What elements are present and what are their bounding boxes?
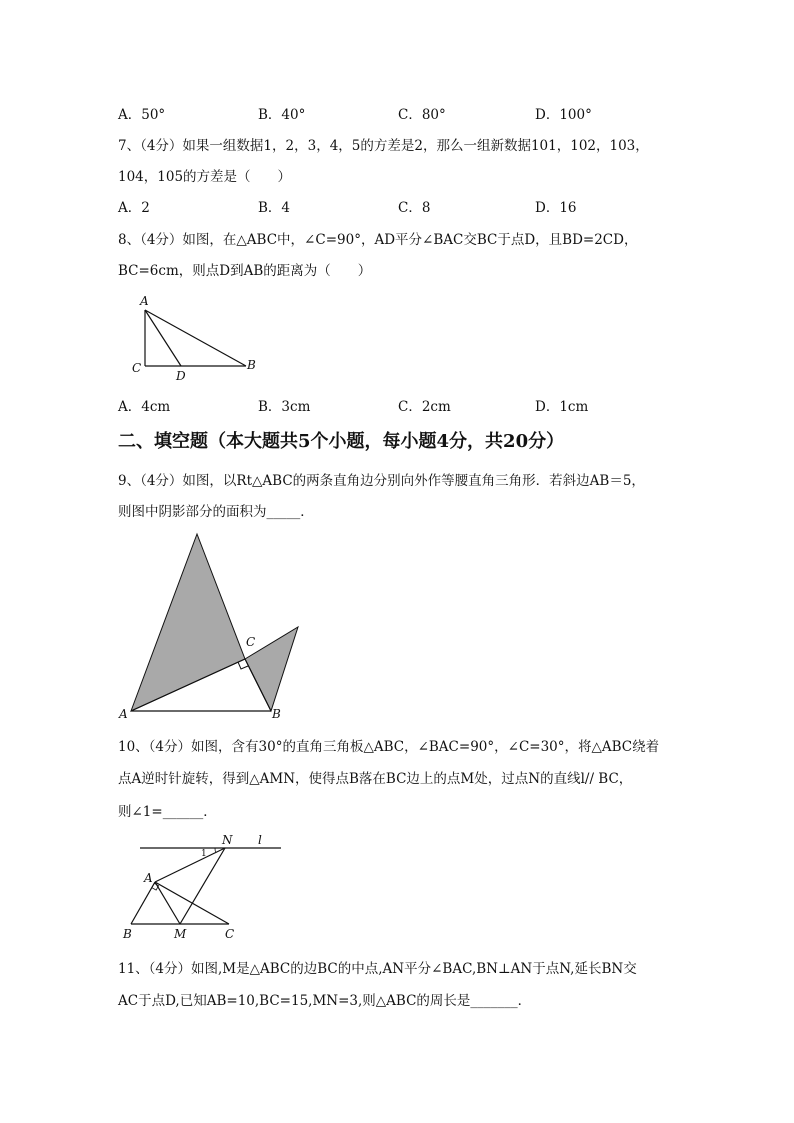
- q10-label-a: A: [144, 871, 153, 885]
- q6-option-a: A．50°: [118, 107, 166, 123]
- q9-label-a: A: [119, 707, 128, 721]
- q10-label-b: B: [123, 927, 132, 941]
- q10-line-2: 点A逆时针旋转，得到△AMN，使得点B落在BC边上的点M处，过点N的直线l// BC，: [118, 771, 633, 787]
- q6-option-b: B．40°: [258, 107, 306, 123]
- q8-label-b: B: [247, 358, 256, 372]
- q9-shaded-figure: [115, 525, 315, 725]
- q10-label-l: l: [258, 833, 262, 847]
- q7-option-a: A．2: [118, 200, 150, 216]
- q7-line-1: 7、（4分）如果一组数据1，2，3，4，5的方差是2，那么一组新数据101，102，103，: [118, 138, 649, 154]
- q7-option-d: D．16: [535, 200, 577, 216]
- q8-label-c: C: [132, 361, 142, 375]
- q9-line-1: 9、（4分）如图，以Rt△ABC的两条直角边分别向外作等腰直角三角形．若斜边AB＝5，: [118, 473, 645, 489]
- q10-side-ab: [131, 882, 155, 924]
- q10-rotation-figure: [115, 830, 295, 945]
- q11-line-2: AC于点D,已知AB=10,BC=15,MN=3,则△ABC的周长是_______．: [118, 993, 532, 1009]
- q8-line-2: BC=6cm，则点D到AB的距离为（ ）: [118, 263, 372, 279]
- q11-line-1: 11、（4分）如图,M是△ABC的边BC的中点,AN平分∠BAC,BN⊥AN于点N,延长BN交: [118, 961, 637, 977]
- q8-side-ab: [145, 310, 246, 366]
- q8-option-d: D．1cm: [535, 399, 589, 415]
- q7-option-c: C．8: [398, 200, 431, 216]
- section-2-heading: 二、填空题（本大题共5个小题，每小题4分，共20分）: [118, 431, 565, 452]
- q7-option-b: B．4: [258, 200, 291, 216]
- q9-line-2: 则图中阴影部分的面积为_____．: [118, 504, 314, 520]
- q8-option-c: C．2cm: [398, 399, 451, 415]
- q7-line-2: 104，105的方差是（ ）: [118, 169, 292, 185]
- q10-label-c: C: [225, 927, 235, 941]
- q10-line-1: 10、（4分）如图，含有30°的直角三角板△ABC，∠BAC=90°，∠C=30°，将△ABC绕着: [118, 739, 660, 755]
- q8-line-1: 8、（4分）如图，在△ABC中，∠C=90°，AD平分∠BAC交BC于点D，且BD=2CD，: [118, 232, 638, 248]
- q8-option-a: A．4cm: [118, 399, 171, 415]
- q8-option-b: B．3cm: [258, 399, 311, 415]
- q8-segment-ad: [145, 310, 181, 366]
- q10-label-m: M: [174, 927, 187, 941]
- q8-label-d: D: [176, 369, 186, 383]
- q8-label-a: A: [140, 294, 149, 308]
- q9-label-c: C: [246, 635, 256, 649]
- q9-label-b: B: [272, 707, 281, 721]
- q6-option-d: D．100°: [535, 107, 592, 123]
- q10-label-1: 1: [201, 849, 207, 859]
- q10-line-3: 则∠1=______．: [118, 804, 217, 820]
- q6-option-c: C．80°: [398, 107, 446, 123]
- q10-side-am: [155, 882, 180, 924]
- q10-label-n: N: [222, 833, 233, 847]
- q8-triangle-figure: [125, 290, 265, 385]
